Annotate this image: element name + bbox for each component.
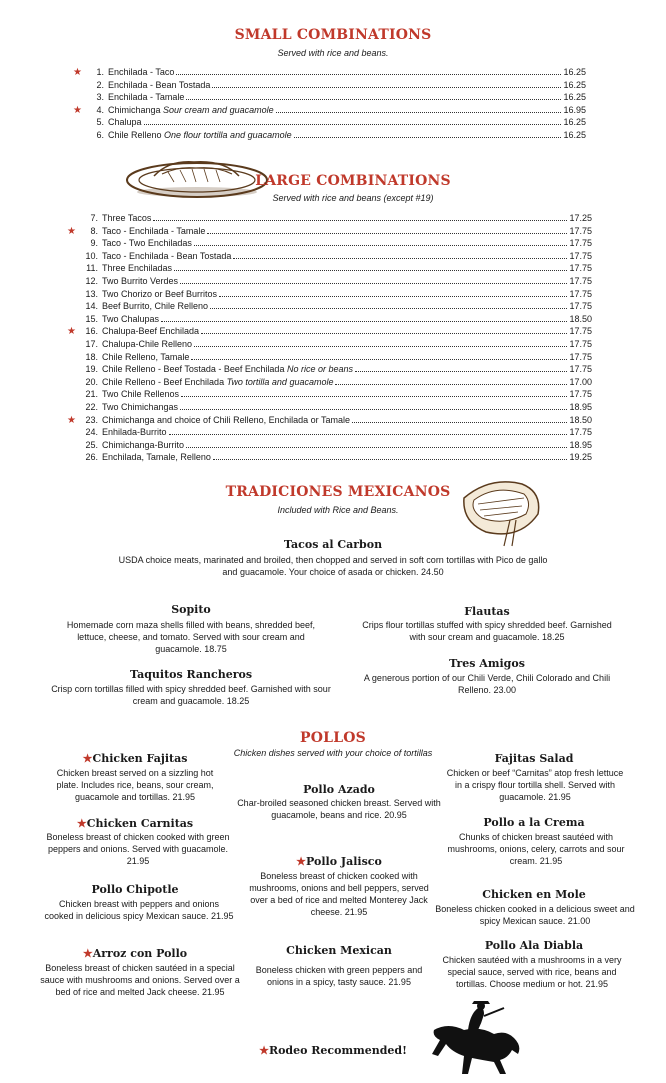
leader-dots: [169, 434, 568, 435]
pollo-ala-diabla-title: Pollo Ala Diabla: [484, 939, 584, 952]
leader-dots: [186, 447, 567, 448]
leader-dots: [181, 396, 567, 397]
item-name: [104, 116, 142, 128]
item-number: 19.: [85, 364, 98, 375]
item-name: [98, 212, 151, 224]
recommended-star-icon: ★: [82, 752, 93, 765]
leader-dots: [233, 258, 567, 259]
menu-item: [66, 262, 592, 274]
menu-item: [66, 363, 592, 375]
pollo-jalisco-desc: Boneless breast of chicken cooked with mushrooms, onions and bell peppers, served over a bed of rice and melted Monterey Jack cheese. 21.95: [249, 871, 429, 917]
item-name-text: Two Chorizo or Beef Burritos: [102, 288, 218, 299]
item-name: [98, 414, 350, 426]
pollo-azado-desc: Char-broiled seasoned chicken breast. Served with guacamole, beans and rice. 20.95: [237, 798, 441, 820]
item-name: [98, 313, 159, 325]
item-name: [104, 79, 210, 91]
item-name-text: Taco - Enchilada - Tamale: [102, 225, 206, 236]
item-name-text: Two Chalupas: [102, 313, 160, 324]
item-number: 18.: [85, 351, 98, 362]
leader-dots: [186, 99, 561, 100]
item-name: [98, 250, 231, 262]
pollo-chipotle-desc: Chicken breast with peppers and onions cooked in delicious spicy Mexican sauce. 21.95: [44, 899, 234, 921]
leader-dots: [355, 371, 567, 372]
item-price: 19.25: [569, 452, 592, 463]
rodeo-recommended-note: ★Rodeo Recommended!: [259, 1044, 407, 1057]
item-name: [104, 129, 292, 141]
item-price: 16.25: [563, 92, 586, 103]
pollo-jalisco-title: ★Pollo Jalisco: [296, 855, 382, 868]
item-price: 16.95: [563, 104, 586, 115]
sopito-desc: Homemade corn maza shells filled with beans, shredded beef, lettuce, cheese, and tomato. Served with sour cream and guacamole. 18.75: [66, 620, 316, 654]
item-number: 26.: [85, 452, 98, 463]
item-number: 14.: [85, 301, 98, 312]
item-name-text: Three Enchiladas: [102, 263, 173, 274]
recommended-star-icon: ★: [67, 414, 76, 426]
leader-dots: [161, 321, 567, 322]
recommended-star-icon: ★: [67, 225, 76, 237]
menu-item: [72, 91, 586, 103]
menu-item: [66, 401, 592, 413]
recommended-star-icon: ★: [296, 855, 307, 868]
item-price: 17.75: [569, 288, 592, 299]
item-name-text: Chalupa-Chile Relleno: [102, 339, 193, 349]
recommended-star-icon: ★: [76, 817, 87, 830]
item-number: 17.: [85, 339, 98, 349]
item-name: [98, 376, 333, 388]
menu-item: [66, 313, 592, 325]
sopito-title: Sopito: [171, 603, 211, 616]
chicken-carnitas-desc: Boneless breast of chicken cooked with green peppers and onions. Served with guacamole. 21.95: [46, 832, 230, 866]
item-number: 6.: [96, 130, 104, 140]
item-number: 13.: [85, 288, 98, 299]
item-name-text: Beef Burrito, Chile Relleno: [102, 301, 209, 312]
taquitos-rancheros-desc: Crisp corn tortillas filled with spicy shredded beef. Garnished with sour cream and guacamole. 18.25: [51, 684, 331, 706]
leader-dots: [335, 384, 567, 385]
item-number: 11.: [86, 263, 98, 274]
recommended-star-icon: ★: [82, 947, 93, 960]
item-price: 17.75: [569, 238, 592, 249]
leader-dots: [201, 333, 567, 334]
item-note: Sour cream and guacamole: [163, 104, 274, 115]
item-number: 23.: [85, 414, 98, 425]
menu-item: [66, 414, 592, 427]
item-number: 20.: [85, 376, 98, 387]
chicken-mexican-desc: Boneless chicken with green peppers and onions in a spicy, tasty sauce. 21.95: [255, 965, 423, 987]
item-name: [98, 351, 189, 363]
item-name-text: Chalupa: [108, 117, 142, 128]
arroz-con-pollo-desc: Boneless breast of chicken sautéed in a special sauce with mushrooms and onions. Served over a bed of rice and melted Jack cheese. 21.95: [40, 963, 240, 997]
item-name-text: Chimichanga: [108, 104, 164, 115]
item-price: 17.75: [569, 225, 592, 236]
item-name: [98, 262, 172, 274]
leader-dots: [174, 270, 567, 271]
item-price: 18.95: [569, 402, 592, 412]
item-price: 17.75: [569, 389, 592, 400]
horse-rider-icon: [428, 1000, 528, 1078]
item-number: 15.: [85, 313, 98, 324]
chicken-en-mole-desc: Boneless chicken cooked in a delicious sweet and spicy Mexican sauce. 21.00: [435, 904, 635, 926]
item-name: [98, 237, 192, 249]
leader-dots: [180, 409, 567, 410]
item-number: 22.: [85, 402, 98, 412]
leader-dots: [194, 346, 567, 347]
menu-item: [66, 439, 592, 451]
pollo-a-la-crema-title: Pollo a la Crema: [483, 816, 585, 829]
menu-item: [66, 288, 592, 300]
item-name: [98, 275, 178, 287]
item-name-text: Chile Relleno, Tamale: [102, 351, 190, 362]
recommended-star-icon: ★: [73, 104, 82, 116]
item-number: 4.: [96, 104, 104, 115]
item-name-text: Two Burrito Verdes: [102, 276, 179, 286]
menu-item: [66, 225, 592, 238]
item-name-text: Chile Relleno - Beef Tostada - Beef Enchilada: [102, 364, 287, 375]
menu-item: [66, 300, 592, 312]
tres-amigos-title: Tres Amigos: [449, 657, 525, 670]
item-number: 24.: [85, 427, 98, 438]
menu-item: [66, 275, 592, 287]
chicken-fajitas-desc: Chicken breast served on a sizzling hot plate. Includes rice, beans, sour cream, guacamole and tortillas. 21.95: [56, 768, 214, 802]
item-number: 10.: [85, 250, 98, 261]
item-name: [98, 401, 178, 413]
leader-dots: [352, 422, 567, 423]
item-note: Two tortilla and guacamole: [226, 376, 334, 387]
chicken-mexican-title: Chicken Mexican: [286, 944, 392, 957]
burrito-plate-icon: [460, 470, 546, 548]
item-name-text: Two Chile Rellenos: [102, 389, 180, 400]
item-price: 17.25: [569, 213, 592, 223]
item-name: [98, 225, 205, 237]
large-combinations-title: LARGE COMBINATIONS: [255, 173, 451, 189]
leader-dots: [144, 124, 562, 125]
item-note: One flour tortilla and guacamole: [164, 130, 292, 140]
item-name: [104, 104, 274, 116]
leader-dots: [194, 245, 568, 246]
pollo-a-la-crema-desc: Chunks of chicken breast sautéed with mushrooms, onions, celery, carrots and sour cream. 21.95: [447, 832, 625, 866]
item-price: 17.75: [569, 276, 592, 286]
item-name-text: Chimichanga-Burrito: [102, 439, 185, 450]
item-name-text: Chalupa-Beef Enchilada: [102, 326, 200, 337]
tres-amigos-desc: A generous portion of our Chili Verde, Chili Colorado and Chili Relleno. 23.00: [363, 673, 611, 695]
item-number: 16.: [85, 326, 98, 337]
small-combinations-subtitle: Served with rice and beans.: [277, 48, 389, 58]
item-price: 17.75: [569, 351, 592, 362]
tacos-al-carbon-title: Tacos al Carbon: [283, 538, 383, 551]
item-number: 9.: [90, 238, 98, 249]
item-name-text: Enchilada - Taco: [108, 67, 175, 77]
item-number: 3.: [96, 92, 104, 103]
item-name: [98, 288, 217, 300]
menu-item: [66, 388, 592, 400]
chicken-fajitas-title: ★Chicken Fajitas: [82, 752, 188, 765]
menu-item: [66, 426, 592, 438]
leader-dots: [153, 220, 567, 221]
item-name: [98, 426, 167, 438]
item-name-text: Chimichanga and choice of Chili Relleno, Enchilada or Tamale: [102, 414, 350, 425]
item-name: [98, 363, 353, 375]
chicken-en-mole-title: Chicken en Mole: [482, 888, 586, 901]
item-price: 17.75: [569, 301, 592, 312]
item-number: 25.: [85, 439, 98, 450]
item-number: 2.: [96, 79, 104, 90]
flautas-desc: Crips flour tortillas stuffed with spicy shredded beef. Garnished with sour cream and guacamole. 18.25: [362, 620, 612, 642]
pollos-subtitle: Chicken dishes served with your choice of tortillas: [233, 748, 433, 758]
leader-dots: [210, 308, 567, 309]
leader-dots: [180, 283, 567, 284]
fajitas-salad-desc: Chicken or beef “Carnitas” atop fresh lettuce in a crispy flour tortilla shell. Served with guacamole. 21.95: [446, 768, 624, 802]
item-name: [98, 325, 199, 337]
menu-item: [72, 66, 586, 79]
item-name-text: Enchilada - Bean Tostada: [108, 79, 211, 90]
item-name-text: Taco - Enchilada - Bean Tostada: [102, 250, 232, 261]
item-number: 1.: [96, 67, 104, 77]
item-name: [98, 439, 184, 451]
leader-dots: [191, 359, 567, 360]
item-number: 7.: [90, 213, 98, 223]
leader-dots: [207, 233, 567, 234]
recommended-star-icon: ★: [259, 1044, 269, 1057]
item-name: [104, 66, 174, 78]
menu-item: [72, 79, 586, 91]
item-name: [98, 338, 192, 350]
tradiciones-title: TRADICIONES MEXICANOS: [225, 484, 451, 500]
menu-item: [66, 338, 592, 350]
menu-item: [66, 451, 592, 463]
item-price: 17.75: [569, 326, 592, 337]
leader-dots: [294, 137, 562, 138]
item-name-text: Enchilada, Tamale, Relleno: [102, 452, 211, 463]
item-price: 18.50: [569, 414, 592, 425]
recommended-star-icon: ★: [67, 326, 76, 338]
leader-dots: [276, 112, 562, 113]
tradiciones-subtitle: Included with Rice and Beans.: [277, 505, 399, 515]
menu-item: [66, 351, 592, 363]
item-name: [98, 388, 179, 400]
tacos-al-carbon-desc: USDA choice meats, marinated and broiled, then chopped and served in soft corn tortillas with Pico de gallo and guacamole. Your choice of asada or chicken. 24.50: [118, 555, 548, 577]
item-number: 21.: [85, 389, 98, 400]
leader-dots: [213, 459, 568, 460]
item-price: 16.25: [563, 67, 586, 77]
item-price: 16.25: [563, 117, 586, 128]
item-name-text: Enhilada-Burrito: [102, 427, 167, 438]
menu-item: [66, 376, 592, 388]
flautas-title: Flautas: [464, 605, 510, 618]
item-price: 17.75: [569, 364, 592, 375]
menu-item: [72, 116, 586, 128]
item-price: 17.75: [569, 427, 592, 438]
leader-dots: [212, 87, 561, 88]
item-name-text: Three Tacos: [102, 213, 152, 223]
item-price: 16.25: [563, 130, 586, 140]
large-combinations-subtitle: Served with rice and beans (except #19): [272, 193, 434, 203]
arroz-con-pollo-title: ★Arroz con Pollo: [82, 947, 188, 960]
chicken-carnitas-title: ★Chicken Carnitas: [76, 817, 194, 830]
pollos-title: POLLOS: [300, 730, 366, 746]
menu-item: [66, 237, 592, 249]
item-price: 17.75: [569, 339, 592, 349]
taquitos-rancheros-title: Taquitos Rancheros: [129, 668, 253, 681]
fajitas-salad-title: Fajitas Salad: [494, 752, 574, 765]
menu-item: [72, 104, 586, 117]
item-price: 17.75: [569, 263, 592, 274]
leader-dots: [176, 74, 561, 75]
item-price: 18.50: [569, 313, 592, 324]
pollo-azado-title: Pollo Azado: [303, 783, 375, 796]
item-number: 5.: [96, 117, 104, 128]
item-name: [104, 91, 184, 103]
item-price: 17.75: [569, 250, 592, 261]
item-name-text: Chile Relleno - Beef Enchilada: [102, 376, 227, 387]
pollo-ala-diabla-desc: Chicken sautéed with a mushrooms in a very special sauce, served with rice, beans and tortillas. Choose medium or hot. 21.95: [442, 955, 622, 989]
item-price: 16.25: [563, 79, 586, 90]
item-number: 8.: [90, 225, 98, 236]
small-combinations-title: SMALL COMBINATIONS: [234, 27, 432, 43]
item-price: 17.00: [569, 376, 592, 387]
item-note: No rice or beans: [286, 364, 353, 375]
item-number: 12.: [85, 276, 98, 286]
item-price: 18.95: [569, 439, 592, 450]
item-name-text: Enchilada - Tamale: [108, 92, 185, 103]
pollo-chipotle-title: Pollo Chipotle: [91, 883, 179, 896]
item-name: [98, 300, 208, 312]
menu-item: [66, 250, 592, 262]
item-name-text: Chile Relleno: [108, 130, 165, 140]
menu-item: [66, 325, 592, 338]
menu-item: [72, 129, 586, 141]
menu-item: [66, 212, 592, 224]
leader-dots: [219, 296, 567, 297]
recommended-star-icon: ★: [73, 67, 82, 78]
item-name-text: Two Chimichangas: [102, 402, 179, 412]
item-name-text: Taco - Two Enchiladas: [102, 238, 192, 249]
item-name: [98, 451, 211, 463]
